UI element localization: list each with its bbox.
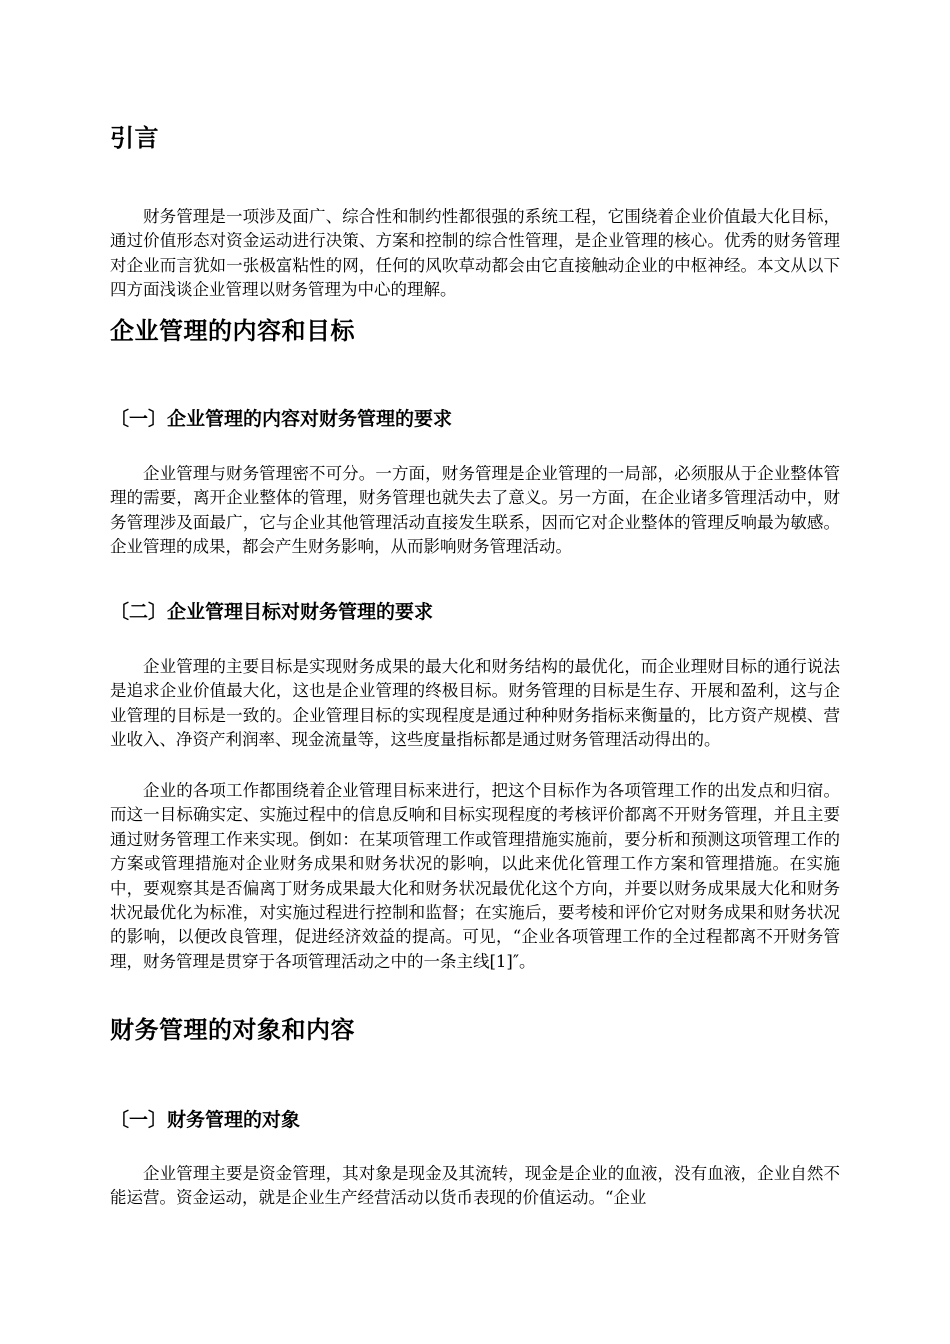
section1-sub1-paragraph: 企业管理与财务管理密不可分。一方面，财务管理是企业管理的一局部，必须服从于企业整体管理的需要，离开企业整体的管理，财务管理也就失去了意义。另一方面，在企业诸多管理活动中，财务管理涉及面最广，它与企业其他管理活动直接发生联系，因而它对企业整体的管理反响最为敏感。企业管理的成果，都会产生财务影响，从而影响财务管理活动。 [110, 464, 840, 557]
section2-sub1-heading: 〔一〕财务管理的对象 [110, 1109, 301, 1131]
intro-heading: 引言 [110, 124, 159, 152]
section2-heading: 财务管理的对象和内容 [110, 1016, 355, 1044]
section1-sub2-paragraph-2: 企业的各项工作都围绕着企业管理目标来进行，把这个目标作为各项管理工作的出发点和归宿。而这一目标确实定、实施过程中的信息反响和目标实现程度的考核评价都离不开财务管理，并且主要通过财务管理工作来实现。倒如：在某项管理工作或管理措施实施前，要分析和预测这项管理工作的方案或管理措施对企业财务成果和财务状况的影响，以此来优化管理工作方案和管理措施。在实施中，要观察其是否偏离丁财务成果最大化和财务状况最优化这个方向，并要以财务成果晟大化和财务状况最优化为标准，对实施过程进行控制和监督；在实施后，要考棱和评价它对财务成果和财务状况的影响，以便改良管理，促进经济效益的提高。可见，“企业各项管理工作的全过程都离不开财务管理，财务管理是贯穿于各项管理活动之中的一条主线[1]″。 [110, 781, 840, 971]
intro-paragraph: 财务管理是一项涉及面广、综合性和制约性都很强的系统工程，它围绕着企业价值最大化目标，通过价值形态对资金运动进行决策、方案和控制的综合性管理，是企业管理的核心。优秀的财务管理对企业而言犹如一张极富粘性的网，任何的风吹草动都会由它直接触动企业的中枢神经。本文从以下四方面浅谈企业管理以财务管理为中心的理解。 [110, 207, 840, 300]
section2-sub1-paragraph: 企业管理主要是资金管理，其对象是现金及其流转，现金是企业的血液，没有血液，企业自然不能运营。资金运动，就是企业生产经营活动以货币表现的价值运动。“企业 [110, 1164, 840, 1208]
section1-heading: 企业管理的内容和目标 [110, 317, 355, 345]
section1-sub2-heading: 〔二〕企业管理目标对财务管理的要求 [110, 601, 434, 623]
section1-sub1-heading: 〔一〕企业管理的内容对财务管理的要求 [110, 408, 453, 430]
section1-sub2-paragraph-1: 企业管理的主要目标是实现财务成果的最大化和财务结构的最优化，而企业理财目标的通行说法是追求企业价值最大化，这也是企业管理的终极目标。财务管理的目标是生存、开展和盈利，这与企业管理的目标是一致的。企业管理目标的实现程度是通过种种财务指标来衡量的，比方资产规模、营业收入、净资产利润率、现金流量等，这些度量指标都是通过财务管理活动得出的。 [110, 657, 840, 750]
